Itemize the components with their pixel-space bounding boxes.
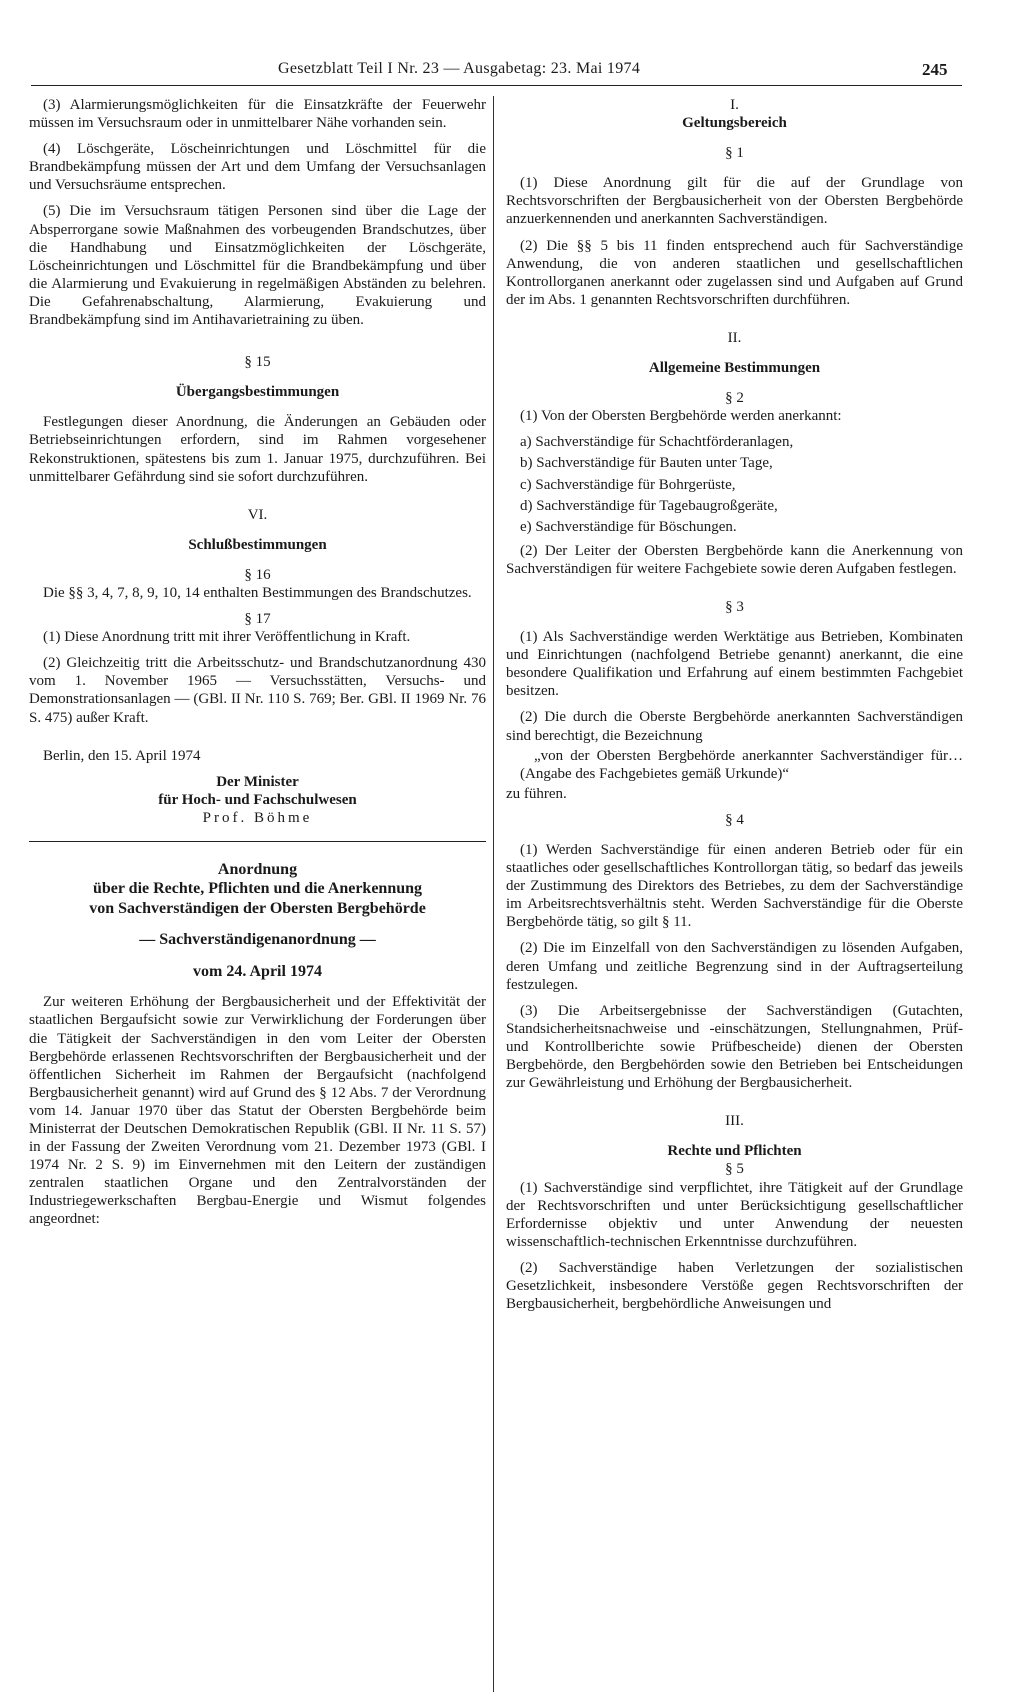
list-item: c) Sachverständige für Bohrgerüste, xyxy=(520,476,736,493)
section-2-number: § 2 xyxy=(725,390,744,407)
part-iii-heading: III. xyxy=(725,1113,744,1130)
section-17-paragraph-2: (2) Gleichzeitig tritt die Arbeitsschutz- und Brandschutzanordnung 430 vom 1. November 1965 — Versuchsstätten, Versuchs- und Demonstrationsanlagen — (GBl. II Nr. 110 S. 769; Ber. GBl. II 1969 Nr. 76 S. 475) außer Kraft. xyxy=(29,655,486,726)
section-5-number: § 5 xyxy=(725,1161,744,1178)
section-15-title: Übergangsbestimmungen xyxy=(175,384,340,401)
section-3-quote: „von der Obersten Bergbehörde anerkannter Sachverständiger für… (Angabe des Fachgebietes gemäß Urkunde)“ xyxy=(520,747,963,782)
new-title-line-2: über die Rechte, Pflichten und die Anerkennung xyxy=(92,880,423,898)
section-2-paragraph-1: (1) Von der Obersten Bergbehörde werden anerkannt: xyxy=(520,408,842,425)
section-17-paragraph-1: (1) Diese Anordnung tritt mit ihrer Veröffentlichung in Kraft. xyxy=(43,629,411,646)
new-date: vom 24. April 1974 xyxy=(193,962,322,980)
section-17-number: § 17 xyxy=(244,611,271,628)
section-5-paragraph-2: (2) Sachverständige haben Verletzungen der sozialistischen Gesetzlichkeit, insbesondere Verstöße gegen Rechtsvorschriften der Bergbausicherheit, bergbehördliche Anweisungen und xyxy=(506,1259,963,1313)
page-header xyxy=(0,52,1024,88)
list-item: d) Sachverständige für Tagebaugroßgeräte, xyxy=(520,497,778,514)
paragraph-3: (3) Alarmierungsmöglichkeiten für die Einsatzkräfte der Feuerwehr müssen im Versuchsraum oder in unmittelbarer Nähe vorhanden sein. xyxy=(29,97,486,132)
section-3-end: zu führen. xyxy=(506,785,567,802)
header-title: Gesetzblatt Teil I Nr. 23 — Ausgabetag: 23. Mai 1974 xyxy=(278,60,641,77)
paragraph-5: (5) Die im Versuchsraum tätigen Personen sind über die Lage der Absperrorgane sowie Maßnahmen des vorbeugenden Brandschutzes, über die Handhabung und Einsatzmöglichkeiten der Löschgeräte, Löscheinrichtungen und Löschmittel für die Brandbekämpfung und über die Alarmierung und Evakuierung in regelmäßigen Abständen zu belehren. Die Gefahrenabschaltung, Alarmierung, Evakuierung und Brandbekämpfung sind im Antihavarietraining zu üben. xyxy=(29,203,486,329)
signature-name: Prof. Böhme xyxy=(202,809,313,826)
left-column xyxy=(29,96,486,1237)
section-15-text: Festlegungen dieser Anordnung, die Änderungen an Gebäuden oder Betriebseinrichtungen erfordern, sind im Rahmen vorgesehener Rekonstruktionen, spätestens bis zum 1. Januar 1975, durchzuführen. Bei unmittelbarer Gefährdung sind sie sofort durchzuführen. xyxy=(29,414,486,485)
section-rule xyxy=(29,841,486,842)
section-5-paragraph-1: (1) Sachverständige sind verpflichtet, ihre Tätigkeit auf der Grundlage der Rechtsvorschriften und unter Berücksichtigung gesellschaftlicher Erfordernisse objektiv und unter Anwendung der neuesten wissenschaftlich-technischen Erkenntnisse durchzuführen. xyxy=(506,1179,963,1250)
section-15-number: § 15 xyxy=(244,354,271,371)
signature-block xyxy=(29,773,486,827)
preamble: Zur weiteren Erhöhung der Bergbausicherheit und der Effektivität der staatlichen Bergaufsicht sowie zur Verwirklichung der Forderungen über die Tätigkeit der Sachverständigen in den vom Leiter der Obersten Bergbehörde erlassenen Rechtsvorschriften der Bergbausicherheit und der öffentlichen Sicherheit im Rahmen der Bergaufsicht (nachfolgend Bergbausicherheit genannt) wird auf Grund des § 12 Abs. 7 der Verordnung vom 14. Januar 1970 über das Statut der Obersten Bergbehörde beim Ministerrat der Deutschen Demokratischen Republik (GBl. II Nr. 11 S. 57) in der Fassung der Zweiten Verordnung vom 21. Dezember 1973 (GBl. I 1974 Nr. 2 S. 9) im Einvernehmen mit den Leitern der zuständigen zentralen staatlichen Organe und den Zentralvorständen der Industriegewerkschaften Bergbau-Energie und Wismut folgendes angeordnet: xyxy=(29,994,486,1228)
part-vi-heading: VI. xyxy=(247,506,268,523)
section-4-paragraph-3: (3) Die Arbeitsergebnisse der Sachverständigen (Gutachten, Standsicherheitsnachweise und -einschätzungen, Stellungnahmen, Prüf- und Kontrollberichte sowie Prüfbescheide) dienen der Obersten Bergbehörde, den Bergbehörden sowie den Betrieben bei Entscheidungen zur Gewährleistung und Erhöhung der Bergbausicherheit. xyxy=(506,1002,963,1092)
section-16-number: § 16 xyxy=(244,566,271,583)
list-item: e) Sachverständige für Böschungen. xyxy=(520,518,737,535)
part-vi-title: Schlußbestimmungen xyxy=(188,536,327,553)
new-title-line-1: Anordnung xyxy=(217,860,298,878)
part-i-heading: I. xyxy=(730,97,739,113)
section-16-text: Die §§ 3, 4, 7, 8, 9, 10, 14 enthalten Bestimmungen des Brandschutzes. xyxy=(43,584,472,601)
page-number: 245 xyxy=(922,60,948,79)
section-3-paragraph-2: (2) Die durch die Oberste Bergbehörde anerkannten Sachverständigen sind berechtigt, die Bezeichnung xyxy=(506,709,963,744)
signature-title: Der Minister xyxy=(216,773,299,790)
section-4-paragraph-2: (2) Die im Einzelfall von den Sachverständigen zu lösenden Aufgaben, deren Umfang und zeitliche Begrenzung sind in der Auftragserteilung festzulegen. xyxy=(506,940,963,993)
section-1-paragraph-1: (1) Diese Anordnung gilt für die auf der Grundlage von Rechtsvorschriften der Bergbausicherheit von der Obersten Bergbehörde anzuerkennenden und anerkannten Sachverständigen. xyxy=(506,175,963,228)
part-ii-title: Allgemeine Bestimmungen xyxy=(648,360,821,377)
date-line: Berlin, den 15. April 1974 xyxy=(43,747,201,764)
section-1-paragraph-2: (2) Die §§ 5 bis 11 finden entsprechend auch für Sachverständige Anwendung, die von anderen staatlichen und gesellschaftlichen Kontrollorganen anerkannt oder zugelassen sind und Aufgaben auf Grund der im Abs. 1 genannten Rechtsvorschriften durchführen. xyxy=(506,237,963,308)
section-4-number: § 4 xyxy=(725,811,744,828)
part-iii-title: Rechte und Pflichten xyxy=(667,1143,802,1160)
list-item: b) Sachverständige für Bauten unter Tage, xyxy=(520,455,773,472)
section-3-number: § 3 xyxy=(725,598,744,615)
header-rule xyxy=(31,85,962,86)
section-2-list xyxy=(506,433,963,535)
signature-ministry: für Hoch- und Fachschulwesen xyxy=(158,791,357,808)
part-ii-heading: II. xyxy=(727,329,742,346)
paragraph-4: (4) Löschgeräte, Löscheinrichtungen und Löschmittel für die Brandbekämpfung müssen der Art und dem Umfang der Versuchsanlagen und Versuchsräume entsprechen. xyxy=(29,141,486,194)
right-column xyxy=(506,96,963,1321)
section-2-paragraph-2: (2) Der Leiter der Obersten Bergbehörde kann die Anerkennung von Sachverständigen für weitere Fachgebiete sowie deren Aufgaben festlegen. xyxy=(506,542,963,577)
new-title-line-3: von Sachverständigen der Obersten Bergbehörde xyxy=(89,899,426,917)
section-4-paragraph-1: (1) Werden Sachverständige für einen anderen Betrieb oder für ein staatliches oder gesellschaftliches Kontrollorgan tätig, so bedarf das jeweils der Zustimmung des Direktors des Betriebes, zu dem der Sachverständige im Arbeitsrechtsverhältnis steht. Werden Sachverständige für die Oberste Bergbehörde tätig, so gilt § 11. xyxy=(506,842,963,931)
part-i-title: Geltungsbereich xyxy=(682,115,787,132)
column-divider xyxy=(493,96,494,1692)
section-3-paragraph-1: (1) Als Sachverständige werden Werktätige aus Betrieben, Kombinaten und Einrichtungen (nachfolgend Betriebe genannt) anerkannt, die eine besondere Qualifikation und Erfahrung auf einem bestimmten Fachgebiet besitzen. xyxy=(506,629,963,700)
new-subtitle: — Sachverständigenanordnung — xyxy=(139,931,376,949)
section-1-number: § 1 xyxy=(725,145,744,162)
list-item: a) Sachverständige für Schachtförderanlagen, xyxy=(520,434,794,451)
